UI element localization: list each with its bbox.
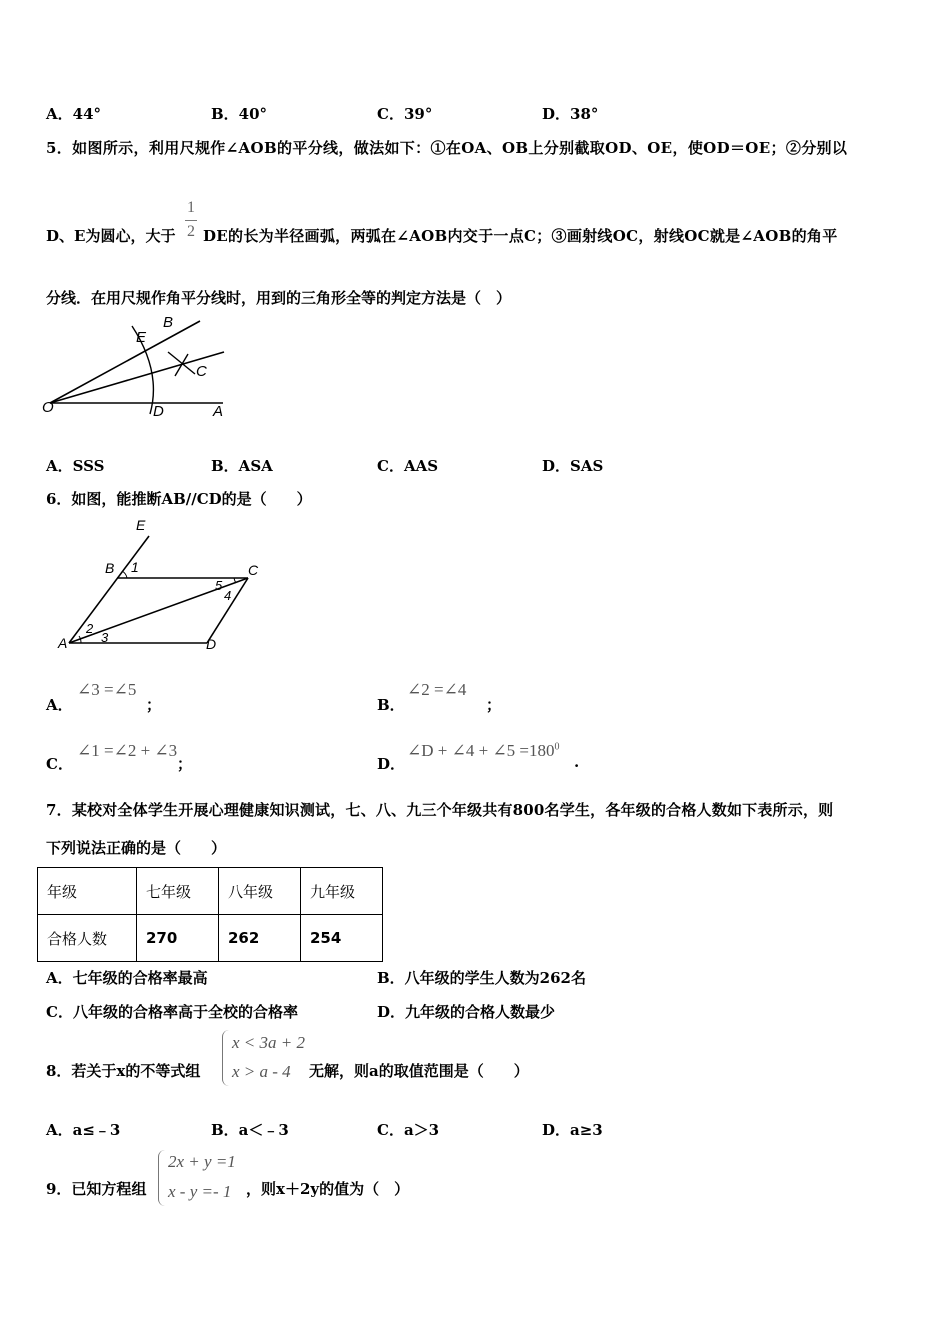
label-d: D	[153, 403, 164, 420]
q6-figure	[52, 518, 267, 657]
label-c: C	[248, 562, 259, 578]
q5-line-1: 5．如图所示，利用尺规作∠AOB的平分线，做法如下：①在OA、OB上分别截取OD、OE，使OD＝OE；②分别以	[46, 139, 848, 157]
q8-stem-a: 8．若关于x的不等式组	[46, 1062, 201, 1080]
table-row	[38, 915, 383, 962]
q5-figure	[40, 312, 240, 431]
q6-option-a-expr: ∠3 =∠5	[77, 680, 137, 699]
q8-option-b: B．a＜﹣3	[211, 1121, 289, 1139]
angle-3-label: 3	[101, 630, 109, 645]
q5-line-3: 分线．在用尺规作角平分线时，用到的三角形全等的判定方法是（ ）	[46, 289, 512, 307]
q9-stem-a: 9．已知方程组	[46, 1180, 147, 1198]
q9-equation-1: 2x + y =1	[168, 1152, 236, 1171]
q6-option-d-expr	[407, 741, 560, 761]
label-e: E	[136, 329, 147, 346]
label-d: D	[206, 636, 217, 652]
label-c: C	[196, 363, 207, 380]
q9-brace	[158, 1150, 165, 1206]
q5-line-2b: DE的长为半径画弧，两弧在∠AOB内交于一点C；③画射线OC，射线OC就是∠AOB的角平	[203, 227, 838, 245]
q7-option-b: B．八年级的学生人数为262名	[377, 969, 586, 987]
q6-option-a-tail: ；	[146, 696, 162, 714]
q6-option-b-tail: ；	[486, 696, 502, 714]
q8-inequality-2: x > a - 4	[232, 1062, 291, 1081]
q8-inequality-1: x < 3a + 2	[232, 1033, 305, 1052]
q5-line-2a: D、E为圆心，大于	[46, 227, 176, 245]
q8-option-a: A．a≤﹣3	[46, 1121, 121, 1139]
q6-option-d-expr-main: ∠D + ∠4 + ∠5 =180	[407, 741, 555, 760]
q7-option-c: C．八年级的合格率高于全校的合格率	[46, 1003, 298, 1021]
fraction-bar	[185, 220, 197, 221]
q5-option-b: B．ASA	[211, 457, 273, 475]
q8-brace	[222, 1030, 229, 1086]
label-b: B	[105, 560, 115, 576]
q8-option-d: D．a≥3	[542, 1121, 603, 1139]
table-header-cell: 八年级	[219, 868, 301, 915]
table-cell: 254	[301, 915, 383, 962]
q4-option-c: C．39°	[377, 105, 433, 123]
fraction-denominator: 2	[187, 223, 195, 240]
table-header-cell: 九年级	[301, 868, 383, 915]
label-a: A	[213, 403, 224, 420]
angle-1-label: 1	[131, 559, 139, 575]
q5-option-c: C．AAS	[377, 457, 439, 475]
table-header-cell: 七年级	[137, 868, 219, 915]
table-header-row	[38, 868, 383, 915]
q6-option-b-letter: B．	[377, 696, 405, 714]
q6-option-a-letter: A．	[46, 696, 73, 714]
table-cell: 270	[137, 915, 219, 962]
q6-option-c-expr: ∠1 =∠2 + ∠3	[77, 741, 178, 760]
q6-option-d-letter: D．	[377, 755, 406, 773]
label-b: B	[163, 314, 174, 331]
q6-option-c-letter: C．	[46, 755, 73, 773]
angle-5-label: 5	[215, 578, 223, 593]
q6-option-d-tail: .	[574, 753, 580, 771]
q4-option-b: B．40°	[211, 105, 268, 123]
q6-stem: 6．如图，能推断AB//CD的是（ ）	[46, 490, 312, 508]
q7-option-d: D．九年级的合格人数最少	[377, 1003, 556, 1021]
q6-option-d-expr-sup: 0	[554, 741, 560, 753]
pass-count-table	[37, 867, 383, 962]
q9-equation-2: x - y =- 1	[168, 1182, 232, 1201]
q4-option-d: D．38°	[542, 105, 599, 123]
fraction-numerator: 1	[187, 199, 195, 216]
q5-option-a: A．SSS	[46, 457, 105, 475]
q7-line-2: 下列说法正确的是（ ）	[46, 839, 227, 857]
q4-option-a: A．44°	[46, 105, 102, 123]
angle-4-label: 4	[224, 588, 232, 603]
q6-option-b-expr: ∠2 =∠4	[407, 680, 467, 699]
q7-option-a: A．七年级的合格率最高	[46, 969, 208, 987]
label-e: E	[136, 518, 146, 533]
table-header-cell: 年级	[38, 868, 137, 915]
q8-option-c: C．a＞3	[377, 1121, 440, 1139]
label-a: A	[58, 635, 68, 651]
q7-line-1: 7．某校对全体学生开展心理健康知识测试，七、八、九三个年级共有800名学生，各年级的合格人数如下表所示，则	[46, 801, 834, 819]
q6-option-c-tail: ；	[177, 755, 193, 773]
label-o: O	[42, 399, 54, 416]
angle-2-label: 2	[86, 621, 94, 636]
q5-option-d: D．SAS	[542, 457, 604, 475]
table-cell: 合格人数	[38, 915, 137, 962]
q8-stem-b: 无解，则a的取值范围是（ ）	[309, 1062, 529, 1080]
table-cell: 262	[219, 915, 301, 962]
q9-stem-b: ，则x＋2y的值为（ ）	[246, 1180, 410, 1198]
